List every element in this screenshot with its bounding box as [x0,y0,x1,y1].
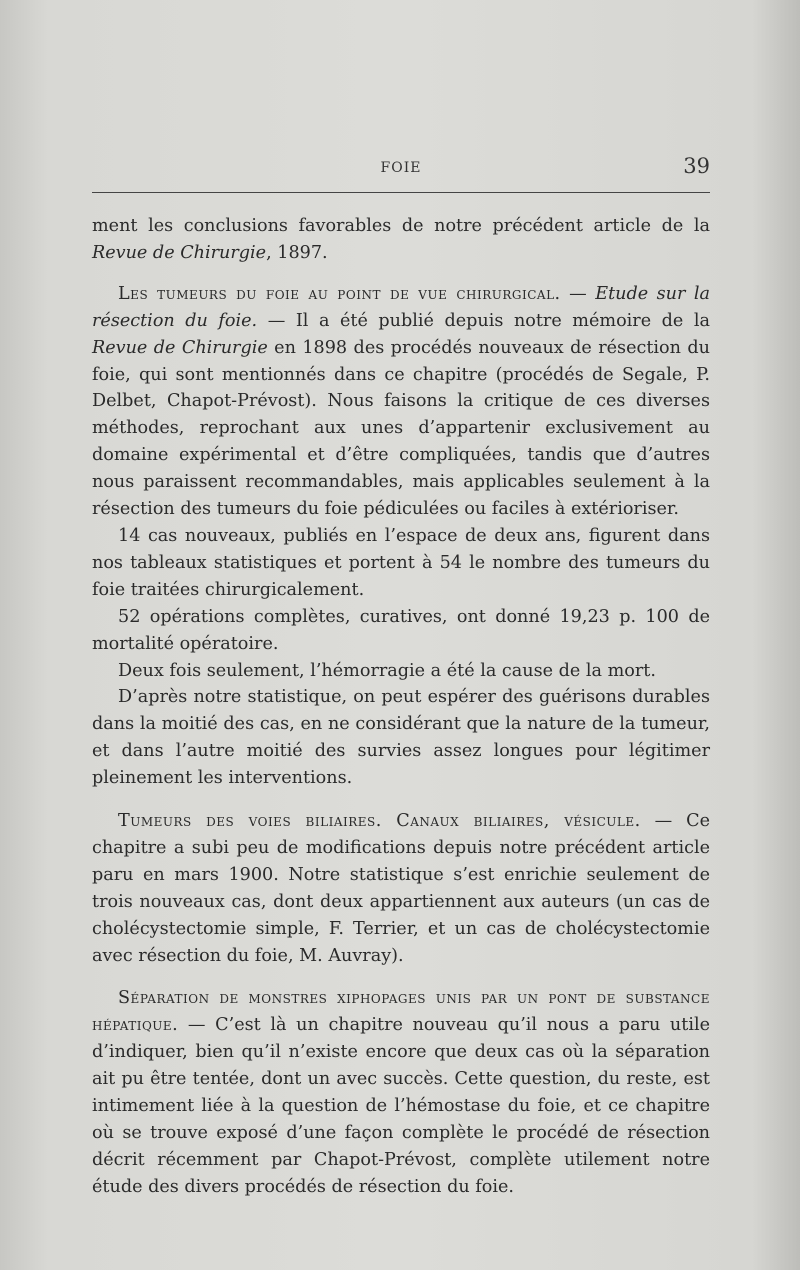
page-number: 39 [683,154,710,178]
paragraph-continuation [92,213,710,267]
page-header [92,150,710,190]
p1-text: ment les conclusions favorables de notre précédent article de la [92,216,710,236]
p8-text: — C’est là un chapitre nouveau qu’il nous a paru utile d’indiquer, bien qu’il n’existe encore que deux cas où la séparation ait pu être tentée, dont un avec succès. Cette question, du reste, est intimement liée à la question de l’hémostase du foie, et ce chapitre où se trouve exposé d’une façon complète le procédé de résection décrit récemment par Chapot-Prévost, complète utilement notre étude des divers procédés de résection du foie. [92,1015,710,1197]
paragraph-deux-fois: Deux fois seulement, l’hémorragie a été la cause de la mort. [118,660,656,681]
page-body [92,213,710,1201]
p2-text-b: en 1898 des procédés nouveaux de résection du foie, qui sont mentionnés dans ce chapitre (procédés de Segale, P. Delbet, Chapot-Prévost). Nous faisons la critique de ces diverses méthodes, reprochant aux unes d’appartenir exclusivement au domaine expérimental et d’être compliquées, tandis que d’autres nous paraissent recommandables, mais applicables seulement à la résection des tumeurs du foie pédiculées ou faciles à extérioriser. [92,337,710,520]
p7-text: — Ce chapitre a subi peu de modifications depuis notre précédent article paru en mars 1900. Notre statistique s’est enrichie seulement de trois nouveaux cas, dont deux appartiennent aux auteurs (un cas de cholécystectomie simple, F. Terrier, et un cas de cholécystectomie avec résection du foie, M. Auvray). [92,811,711,966]
section-heading-voies-biliaires: Tumeurs des voies biliaires. Canaux biliaires, vésicule. [118,811,641,832]
paragraph-tumeurs-du-foie [92,281,710,523]
paragraph-52-operations: 52 opérations complètes, curatives, ont donné 19,23 p. 100 de mortalité opératoire. [92,606,710,654]
p2-dash: — [560,283,596,304]
paragraph-xiphopages [92,985,710,1200]
p1-year: , 1897. [266,242,328,263]
p2-text-a: — Il a été publié depuis notre mémoire de la [257,310,710,331]
p1-journal: Revue de Chirurgie [92,242,267,263]
header-rule [92,192,710,193]
section-heading-tumeurs-du-foie: Les tumeurs du foie au point de vue chirurgical. [118,283,561,304]
section-heading-xiphopages: Séparation de monstres xiphopages unis par un pont de substance hépatique. [92,988,710,1036]
running-head: FOIE [380,160,422,176]
paragraph-voies-biliaires [92,808,710,969]
paragraph-statistique: D’après notre statistique, on peut espérer des guérisons durables dans la moitié des cas, en ne considérant que la nature de la tumeur, et dans l’autre moitié des survies assez longues pour légitimer pleinement les interventions. [92,687,710,789]
p2-title: Etude sur la résection du foie. [92,283,711,331]
p2-journal: Revue de Chirurgie [92,337,268,358]
paragraph-14-cas: 14 cas nouveaux, publiés en l’espace de deux ans, figurent dans nos tableaux statistiques et portent à 54 le nombre des tumeurs du foie traitées chirurgicalement. [92,525,710,600]
